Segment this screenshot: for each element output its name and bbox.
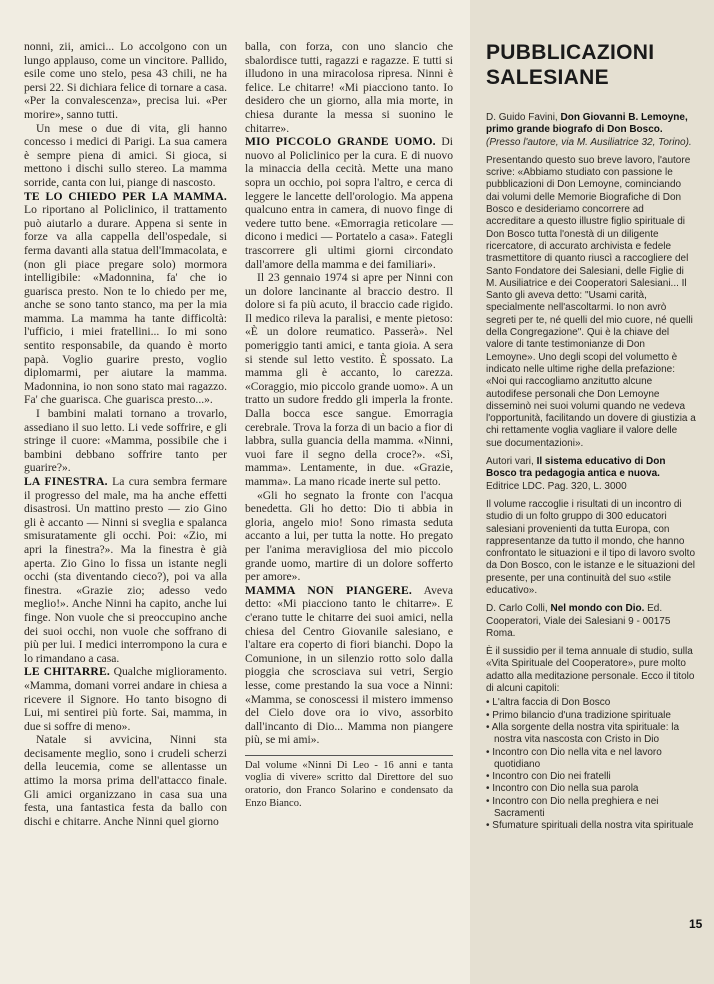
footnote-divider (245, 755, 453, 756)
article-column-middle (245, 40, 453, 810)
chapter-item: • Incontro con Dio nella sua parola (486, 783, 696, 795)
publication-entry (486, 112, 696, 149)
publication-entry (486, 603, 696, 640)
article-paragraph: nonni, zii, amici... Lo accolgono con un lungo applauso, come un vincitore. Pallido, esile come uno stelo, pesa 43 chili, ne ha persi 22. Si dichiara felice di tornare a casa. «Per la convalescenza», precisa lui. «Per morire», sanno tutti. (24, 40, 227, 121)
section-heading: MIO PICCOLO GRANDE UOMO. (245, 135, 436, 149)
chapter-list (486, 697, 696, 832)
section-heading: LE CHITARRE. (24, 665, 110, 679)
publication-entry (486, 456, 696, 493)
article-paragraph: Aveva detto: «Mi piacciono tanto le chitarre». E c'erano tutte le chitarre dei suoi amici, nella chiesa del Centro Giovanile salesiano, e l'altare era coperto di fiori bianchi. Dopo la Comunione, in un silenzio rotto solo dalla pioggia che scrosciava sui vetri, Sergio lesse, come prestando la sua voce a Ninni: «Mamma, se conoscessi il mistero immenso del Cielo dove ora io vivo, assorbito dall'incanto di Dio... Mamma non piangere più, se mi ami». (245, 583, 453, 747)
chapter-item: • L'altra faccia di Don Bosco (486, 697, 696, 709)
article-subsection (24, 665, 227, 733)
publications-list (486, 112, 696, 833)
chapter-item: • Incontro con Dio nei fratelli (486, 771, 696, 783)
sidebar-title: PUBBLICAZIONI SALESIANE (486, 41, 655, 89)
publication-publisher: Editrice LDC. Pag. 320, L. 3000 (486, 480, 627, 492)
article-paragraph: I bambini malati tornano a trovarlo, assediano il suo letto. Li vede soffrire, e gli stringe il cuore: «Mamma, possibile che i bambini debbano soffrire tanto per guarire?». (24, 407, 227, 475)
article-paragraph: «Gli ho segnato la fronte con l'acqua benedetta. Gli ho detto: Dio ti abbia in gloria, angelo mio! Sono rimasta seduta accanto a lui, per tutta la notte. Ho pregato per l'anima meravigliosa del mio piccolo grande uomo, martire di un dolore sofferto per amore». (245, 488, 453, 584)
publication-title: Il sistema educativo di Don Bosco tra pedagogia antica e nuova. (486, 456, 666, 480)
article-subsection (24, 475, 227, 665)
chapter-item: • Incontro con Dio nella preghiera e nei Sacramenti (486, 796, 696, 821)
article-footnote: Dal volume «Ninni Di Leo - 16 anni e tanta voglia di vivere» scritto dal Direttore del suo oratorio, don Franco Solarino e condensato da Enzo Bianco. (245, 759, 453, 809)
publication-title: Don Giovanni B. Lemoyne, primo grande biografo di Don Bosco. (486, 112, 688, 136)
section-heading: LA FINESTRA. (24, 475, 108, 488)
publication-author: D. Guido Favini, (486, 112, 558, 123)
publication-author: D. Carlo Colli, (486, 603, 548, 615)
section-heading: MAMMA NON PIANGERE. (245, 583, 413, 597)
publication-title: Nel mondo con Dio. (550, 603, 645, 615)
page-number: 15 (689, 917, 703, 931)
article-subsection (245, 135, 453, 271)
article-paragraph: Lo riportano al Policlinico, il trattamento può aiutarlo a durare. Appena si sente in forze va alla cappella dell'ospedale, si ferma davanti alla statua dell'Immacolata, e (non gli piace pregare solo) mormora intelligibile: «Madonnina, fa' che io guarisca presto. Non te lo chiedo per me, anche se sono tanto stanco, ma per la mia mamma. La mamma ha tante difficoltà: l'ufficio, i miei fratellini... Io mi sono sentito responsabile, da quando è morto papà. Voglio guarire presto, voglio diplomarmi, per aiutare la mamma. Madonnina, io non sono stato mai ragazzo. Fa' che guarisca. Che guarisca presto...». (24, 203, 227, 407)
article-column-left (24, 40, 227, 828)
chapter-item: • Primo bilancio d'una tradizione spirituale (486, 710, 696, 722)
publication-publisher: (Presso l'autore, via M. Ausiliatrice 32, Torino). (486, 136, 692, 148)
article-paragraph: Il 23 gennaio 1974 si apre per Ninni con un dolore lancinante al braccio destro. Il dolore si fa più acuto, il braccio cade rigido. Il medico rileva la paralisi, e mente pietoso: «È un dolore reumatico. Passerà». Nel pomeriggio tanti amici, e tanta gioia. A sera si stende sul letto vestito. È spossato. La mamma gli è accanto, lo carezza. «Coraggio, mio piccolo grande uomo». A un tratto un sudore freddo gli imperla la fronte. Dalla bocca esce sangue. Emorragia cerebrale. Trova la forza di un bacio a fior di labbra, sulla guancia della mamma. «Ninni, vuoi fare il segno della croce?». «Sì, mamma». Lentamente, in due. «Grazie, mamma». La mano ricade inerte sul petto. (245, 271, 453, 488)
publication-review: È il sussidio per il tema annuale di studio, sulla «Vita Spirituale del Cooperatore», pure molto adatto alla meditazione personale. Ecco il titolo di alcuni capitoli: (486, 646, 695, 695)
article-paragraph: balla, con forza, con uno slancio che sbalordisce tutti, ragazzi e ragazze. E tutti si illudono in una miracolosa ripresa. Ninni è felice. Le chitarre! «Mi piacciono tanto. Io desidero che un giorno, alla mia morte, in chiesa durante la messa si suonino le chitarre». (245, 40, 453, 135)
chapter-item: • Alla sorgente della nostra vita spirituale: la nostra vita nascosta con Cristo in Dio (486, 722, 696, 747)
chapter-item: • Incontro con Dio nella vita e nel lavoro quotidiano (486, 747, 696, 772)
article-paragraph: Qualche miglioramento. «Mamma, domani vorrei andare in chiesa a ricevere il Signore. Ho tanto bisogno di Lui, mi sentirei più forte. Sai, mamma, in due si soffre di meno». (24, 665, 227, 733)
article-subsection (245, 584, 453, 747)
article-paragraph: Un mese o due di vita, gli hanno concesso i medici di Parigi. La sua camera è sempre piena di amici. Si gioca, si mettono i dischi sullo stereo. La mamma sorride, canta con lui, piange di nascosto. (24, 121, 227, 189)
article-paragraph: La cura sembra fermare il progresso del male, ma ha anche effetti disastrosi. Un mattino presto — zio Gino gli è accanto — Ninni si sveglia e spalanca smisuratamente gli occhi. Poi: «Zio, mi apri la finestra?». Ma la finestra è già aperta. Zio Gino lo fissa un istante negli occhi (sta diventando cieco?), poi va alla finestra. «Grazie zio; adesso vedo meglio!». Anche Ninni ha capito, anche lui finge. Non vuole che si preoccupino anche dei suoi occhi, non vuole che soffrano di più per lui. I medici interrompono la cura e lo rimandano a casa. (24, 475, 228, 665)
publication-review: Presentando questo suo breve lavoro, l'autore scrive: «Abbiamo studiato con passione le pubblicazioni di Don Lemoyne, cominciando dai volumi delle Memorie Biografiche di Don Bosco e desideriamo concorrere ad accreditare a questo illustre figlio spirituale di Don Bosco tutta l'onestà di un diligente ricercatore, di accurato archivista e fedele trasmettitore di quanto riuscì a raccogliere del Santo Fondatore dei Salesiani, delle Figlie di M. Ausiliatrice e dei Cooperatori Salesiani... Il Santo gli aveva detto: "Usami carità, specialmente nell'ascoltarmi. Io non avrò segreti per te, né quelli del mio cuore, né quelli della Congregazione". Qui è la chiave del valore di tante testimonianze di Don Lemoyne». Uno degli scopi del volumetto è indicato nelle ultime righe della prefazione: «Noi qui raccogliamo anzitutto alcune autodifese personali che Don Lemoyne disseminò nei suoi volumi quando ne vedeva l'opportunità, facilitando un dovere di giustizia a chi rettamente voglia vagliare il valore delle sue documentazioni». (486, 154, 696, 449)
publication-publisher: Ed. Cooperatori, Viale dei Salesiani 9 - 00175 Roma. (486, 603, 671, 639)
publication-review: Il volume raccoglie i risultati di un incontro di studio di un folto gruppo di 300 educatori salesiani provenienti da tutta Europa, con rappresentanze da tutto il mondo, che hanno confrontato le situazioni e il tipo di lavoro svolto da Don Bosco, con le istanze e le situazioni del presente, per una continuità del suo «stile educativo». (486, 498, 696, 596)
article-paragraph: Di nuovo al Policlinico per la cura. E di nuovo la minaccia della cecità. Mette una mano sopra un occhio, poi sopra l'altro, e cerca di leggere le lancette dell'orologio. Ma appena qualcuno entra in camera, di nuovo finge di vedere tutto bene. «Emorragia reticolare — dicono i medici — Portatelo a casa». Fategli trascorrere gli ultimi giorni circondato dall'amore della mamma e dei familiari». (245, 135, 453, 271)
chapter-item: • Sfumature spirituali della nostra vita spirituale (486, 820, 696, 832)
publication-author: Autori vari, (486, 456, 534, 468)
article-subsection (24, 190, 227, 408)
article-paragraph: Natale si avvicina, Ninni sta decisamente meglio, sono i crudeli scherzi della leucemia, come se allentasse un attimo la morsa prima dell'attacco finale. Gli amici organizzano in casa sua una festa, una fantastica festa da ballo con dischi e chitarre. Anche Ninni quel giorno (24, 733, 227, 828)
section-heading: TE LO CHIEDO PER LA MAMMA. (24, 189, 227, 203)
